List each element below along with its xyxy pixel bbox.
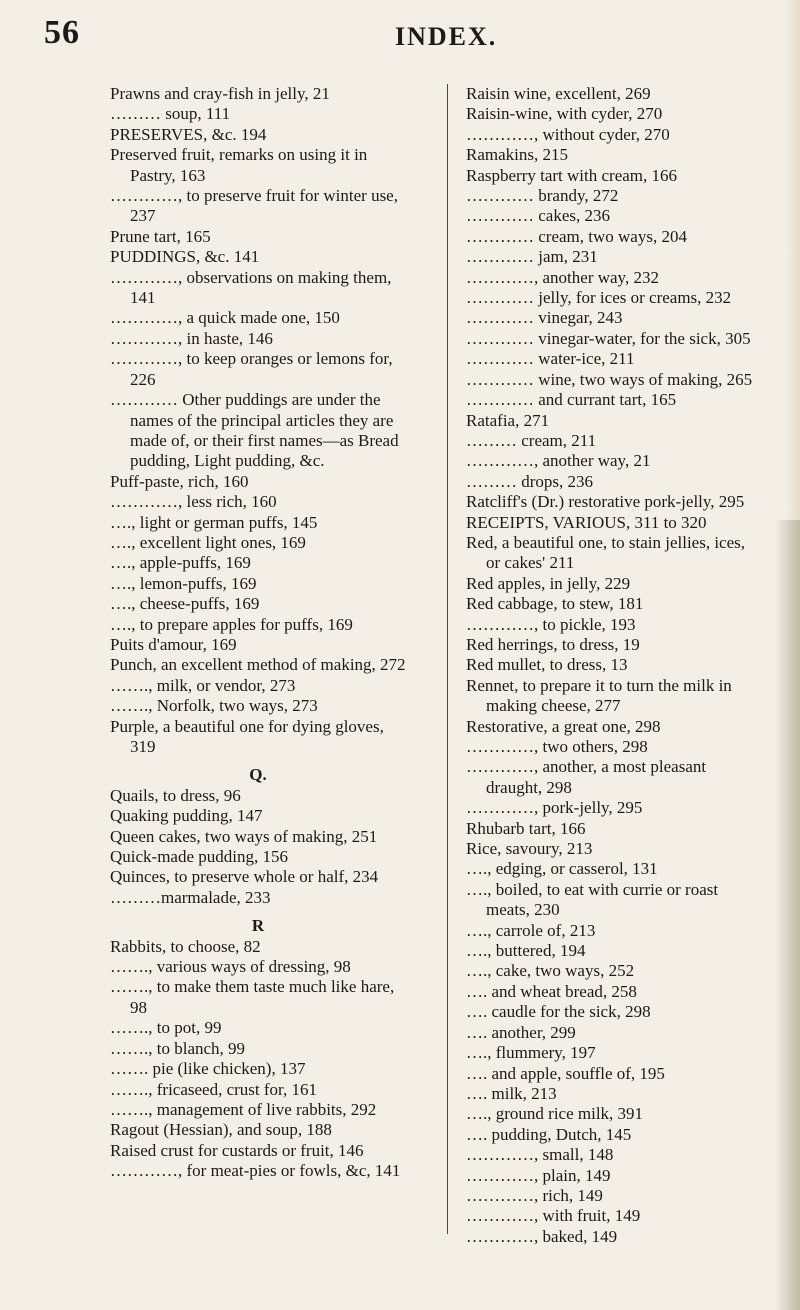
index-entry: …………, without cyder, 270	[466, 124, 670, 144]
index-entry: ……., various ways of dressing, 98	[110, 957, 351, 977]
index-entry: Quinces, to preserve whole or half, 234	[110, 867, 379, 887]
index-entry: Ragout (Hessian), and soup, 188	[110, 1120, 332, 1140]
index-entry: …. pudding, Dutch, 145	[466, 1124, 632, 1144]
index-entry: …………, pork-jelly, 295	[466, 798, 643, 818]
index-entry: Puff-paste, rich, 160	[110, 471, 249, 491]
index-entry: …………, observations on making them, 141	[110, 267, 392, 308]
index-entry: …., excellent light ones, 169	[110, 532, 306, 552]
index-entry: …., carrole of, 213	[466, 920, 596, 940]
index-entry: ……., Norfolk, two ways, 273	[110, 696, 318, 716]
index-entry: Rice, savoury, 213	[466, 839, 593, 859]
index-entry: ………… jam, 231	[466, 247, 598, 267]
index-entry: Raised crust for custards or fruit, 146	[110, 1140, 364, 1160]
page-edge-shading	[774, 520, 800, 1310]
index-entry: ………marmalade, 233	[110, 887, 271, 907]
index-entry: Red apples, in jelly, 229	[466, 573, 631, 593]
index-entry: …………, to keep oranges or lemons for, 226	[110, 349, 393, 389]
index-entry: …. and wheat bread, 258	[466, 981, 637, 1001]
section-letter: Q.	[249, 765, 267, 785]
index-entry: ………… vinegar, 243	[466, 308, 623, 328]
index-entry: ……., to blanch, 99	[110, 1038, 246, 1058]
index-entry: …………, a quick made one, 150	[110, 308, 340, 328]
index-entry: ………… brandy, 272	[466, 186, 619, 206]
index-entry: …………, to pickle, 193	[466, 614, 636, 634]
index-entry: ……., to pot, 99	[110, 1018, 222, 1038]
index-entry: ……., management of live rabbits, 292	[110, 1099, 377, 1119]
index-entry: …. another, 299	[466, 1022, 576, 1042]
index-entry: Quaking pudding, 147	[110, 806, 263, 826]
index-entry: ………… cakes, 236	[466, 206, 611, 226]
index-entry: Rhubarb tart, 166	[466, 818, 586, 838]
index-entry: …………, less rich, 160	[110, 492, 277, 512]
index-entry: Punch, an excellent method of making, 272	[110, 655, 406, 675]
column-divider	[447, 84, 448, 1234]
index-entry: ………… wine, two ways of making, 265	[466, 369, 753, 389]
index-entry: …., buttered, 194	[466, 941, 586, 961]
index-entry: Queen cakes, two ways of making, 251	[110, 826, 378, 846]
index-entry: …., ground rice milk, 391	[466, 1104, 644, 1124]
index-entry: ………… Other puddings are under the names of the principal articles they are made of, or their first names—as Bread pudding, Light pudding, &c.	[110, 390, 399, 471]
index-entry: Quick-made pudding, 156	[110, 847, 288, 867]
index-entry: …………, in haste, 146	[110, 328, 273, 348]
index-entry: Red cabbage, to stew, 181	[466, 594, 644, 614]
index-entry: ………… water-ice, 211	[466, 349, 635, 369]
index-entry: PRESERVES, &c. 194	[110, 124, 267, 144]
index-entry: Raspberry tart with cream, 166	[466, 165, 678, 185]
index-entry: …., apple-puffs, 169	[110, 553, 251, 573]
index-entry: …………, for meat-pies or fowls, &c, 141	[110, 1161, 401, 1181]
index-entry: ……… cream, 211	[466, 430, 597, 450]
index-entry: …., flummery, 197	[466, 1043, 596, 1063]
index-entry: …………, with fruit, 149	[466, 1206, 641, 1226]
index-entry: Puits d'amour, 169	[110, 634, 237, 654]
index-entry: …………, two others, 298	[466, 737, 648, 756]
index-entry: Preserved fruit, remarks on using it in Pastry, 163	[110, 145, 368, 185]
index-entry: …., cake, two ways, 252	[466, 961, 635, 981]
index-entry: …., boiled, to eat with currie or roast meats, 230	[466, 879, 719, 920]
page-number: 56	[44, 14, 80, 51]
section-letter: R	[251, 916, 265, 936]
index-entry: …., lemon-puffs, 169	[110, 573, 257, 593]
page-title: INDEX.	[395, 22, 498, 51]
index-entry: Ratafia, 271	[466, 410, 550, 430]
page-edge-shading	[786, 0, 800, 520]
index-entry: …………, to preserve fruit for winter use, 237	[110, 186, 398, 226]
index-entry: …………, another, a most pleasant draught, 298	[466, 757, 707, 797]
index-entry: …………, another way, 232	[466, 267, 659, 287]
index-entry: ……., to make them taste much like hare, 98	[110, 977, 395, 1017]
index-entry: …., edging, or casserol, 131	[466, 859, 658, 879]
index-entry: RECEIPTS, VARIOUS, 311 to 320	[466, 512, 707, 532]
index-entry: Restorative, a great one, 298	[466, 716, 661, 736]
index-entry: ……., fricaseed, crust for, 161	[110, 1079, 318, 1099]
index-entry: Red mullet, to dress, 13	[466, 655, 628, 675]
index-entry: ……… drops, 236	[466, 471, 594, 491]
index-entry: …., cheese-puffs, 169	[110, 594, 260, 614]
index-entry: …. and apple, souffle of, 195	[466, 1063, 665, 1083]
index-entry: PUDDINGS, &c. 141	[110, 247, 260, 267]
index-entry: ………… and currant tart, 165	[466, 390, 677, 410]
index-entry: Rennet, to prepare it to turn the milk in making cheese, 277	[466, 675, 732, 716]
index-entry: Prawns and cray-fish in jelly, 21	[110, 84, 330, 103]
index-entry: Ramakins, 215	[466, 145, 568, 165]
index-entry: Quails, to dress, 96	[110, 785, 241, 805]
index-entry: …………, another way, 21	[466, 451, 651, 471]
index-entry: …………, small, 148	[466, 1145, 614, 1165]
index-entry: Purple, a beautiful one for dying gloves, 319	[110, 716, 384, 756]
index-entry: Ratcliff's (Dr.) restorative pork-jelly, 295	[466, 492, 745, 512]
index-entry: Raisin-wine, with cyder, 270	[466, 104, 663, 124]
index-entry: Red herrings, to dress, 19	[466, 634, 640, 654]
index-entry: Raisin wine, excellent, 269	[466, 84, 651, 103]
index-entry: Prune tart, 165	[110, 226, 211, 246]
index-entry: …. caudle for the sick, 298	[466, 1002, 651, 1022]
index-entry: Red, a beautiful one, to stain jellies, ices, or cakes' 211	[466, 532, 746, 573]
index-entry: ……… soup, 111	[110, 104, 231, 124]
index-entry: …., light or german puffs, 145	[110, 512, 318, 532]
index-entry: ………… vinegar-water, for the sick, 305	[466, 328, 751, 348]
index-entry: …. milk, 213	[466, 1083, 557, 1103]
index-entry: ……. pie (like chicken), 137	[110, 1059, 306, 1079]
index-entry: ………… cream, two ways, 204	[466, 226, 687, 246]
index-entry: ……., milk, or vendor, 273	[110, 675, 296, 695]
index-entry: …………, baked, 149	[466, 1226, 618, 1246]
index-entry: …………, plain, 149	[466, 1165, 611, 1185]
index-column-left	[110, 84, 406, 1182]
index-entry: Rabbits, to choose, 82	[110, 936, 261, 956]
index-entry: …………, rich, 149	[466, 1185, 603, 1205]
index-column-right	[466, 84, 762, 1247]
index-entry: ………… jelly, for ices or creams, 232	[466, 288, 732, 308]
index-entry: …., to prepare apples for puffs, 169	[110, 614, 353, 634]
